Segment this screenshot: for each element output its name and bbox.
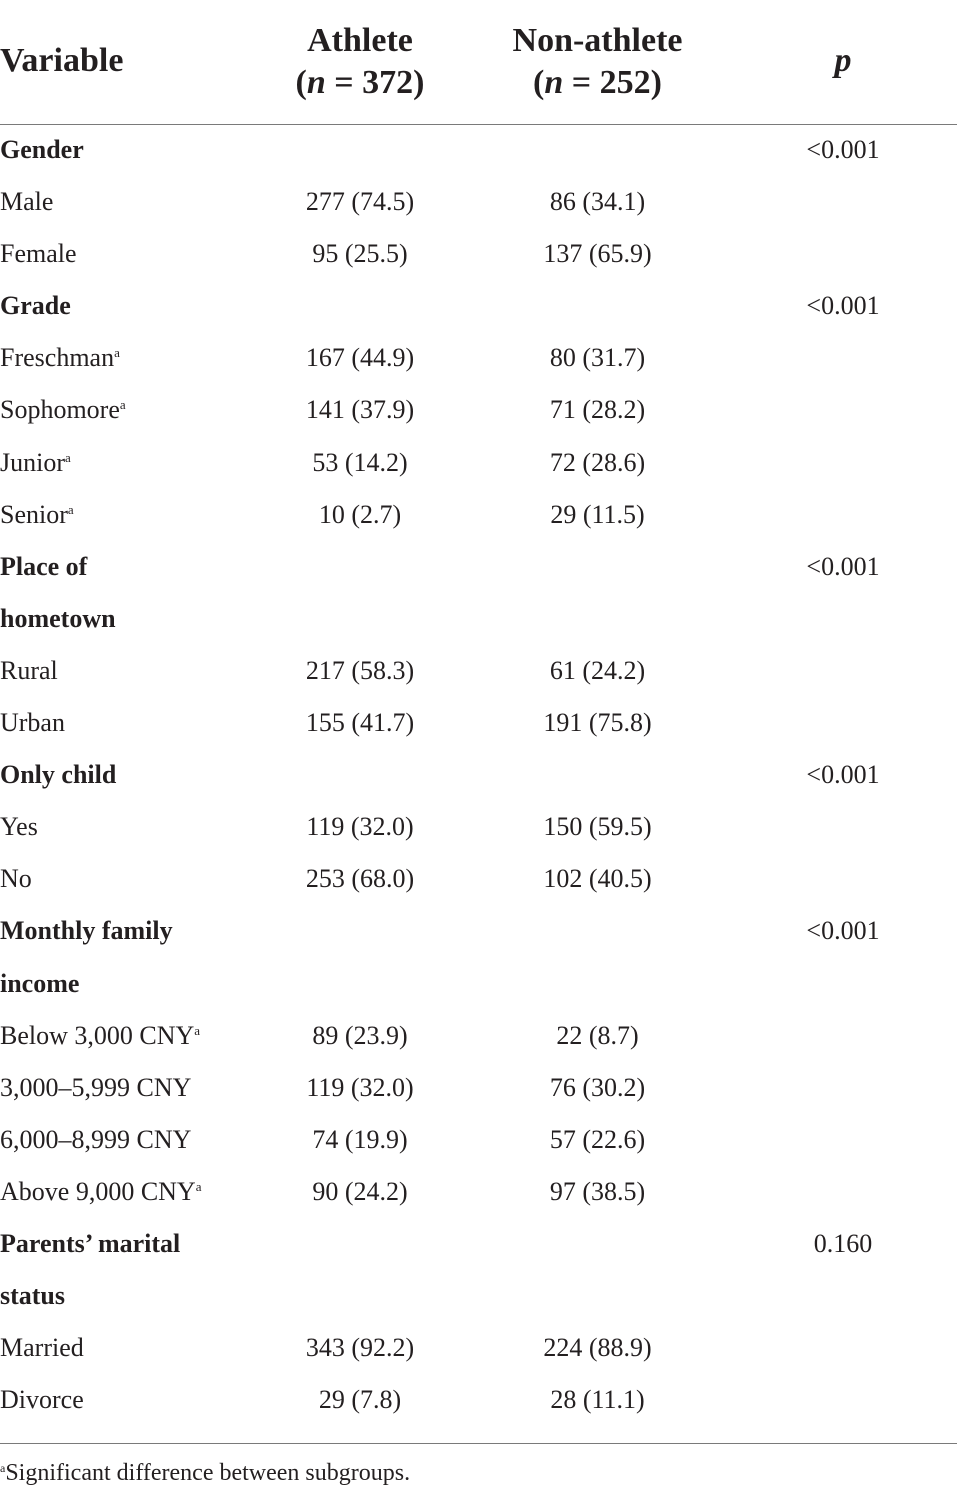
cell-nonathlete: 102 (40.5) — [543, 864, 652, 894]
cell-variable — [0, 1385, 84, 1415]
table-row-category — [0, 959, 957, 1011]
table-row — [0, 229, 957, 281]
cell-nonathlete: 61 (24.2) — [549, 655, 646, 685]
cell-athlete: 10 (2.7) — [318, 499, 402, 529]
table-row — [0, 490, 957, 542]
variable-label: Divorce — [0, 1385, 84, 1415]
footnote — [0, 1458, 410, 1488]
cell-athlete: 217 (58.3) — [305, 655, 415, 685]
cell-athlete: 95 (25.5) — [312, 239, 408, 269]
cell-athlete: 74 (19.9) — [312, 1124, 408, 1154]
cell-variable — [0, 864, 32, 894]
cell-variable — [0, 1281, 65, 1311]
variable-label: Married — [0, 1333, 84, 1363]
table-row — [0, 1115, 957, 1167]
cell-athlete: 119 (32.0) — [306, 812, 414, 842]
variable-label: Urban — [0, 708, 65, 738]
header-athlete-n: (n = 372) — [295, 64, 425, 101]
table-row — [0, 698, 957, 750]
cell-athlete: 141 (37.9) — [305, 395, 415, 425]
variable-label: Female — [0, 239, 77, 269]
cell-variable — [0, 604, 116, 634]
header-p: p — [834, 42, 852, 79]
cell-nonathlete: 72 (28.6) — [549, 447, 646, 477]
cell-nonathlete: 86 (34.1) — [549, 187, 646, 217]
cell-p-value: <0.001 — [806, 551, 880, 581]
table-row — [0, 1375, 957, 1427]
table-row — [0, 438, 957, 490]
header-nonathlete-n: (n = 252) — [533, 64, 662, 101]
table-row — [0, 802, 957, 854]
table-row-category — [0, 750, 957, 802]
variable-label: Rural — [0, 655, 58, 685]
footnote-marker: a — [0, 1461, 6, 1475]
variable-label: Below 3,000 CNY — [0, 1020, 195, 1050]
cell-variable — [0, 1021, 200, 1051]
table-row — [0, 854, 957, 906]
cell-variable — [0, 969, 79, 999]
cell-variable — [0, 916, 173, 946]
variable-label: Sophomore — [0, 395, 120, 425]
cell-variable — [0, 395, 126, 425]
cell-nonathlete: 80 (31.7) — [549, 343, 646, 373]
bottom-rule — [0, 1443, 957, 1444]
variable-label: Parents’ marital — [0, 1228, 181, 1258]
table-row-category — [0, 1219, 957, 1271]
cell-nonathlete: 76 (30.2) — [549, 1072, 646, 1102]
table-header — [0, 0, 957, 125]
header-variable: Variable — [0, 42, 124, 79]
variable-label: 6,000–8,999 CNY — [0, 1124, 192, 1154]
cell-variable — [0, 1125, 191, 1155]
cell-variable — [0, 708, 65, 738]
table-row-category — [0, 542, 957, 594]
variable-label: 3,000–5,999 CNY — [0, 1072, 192, 1102]
table-row — [0, 1011, 957, 1063]
cell-variable — [0, 552, 87, 582]
variable-label: Male — [0, 187, 54, 217]
table-row — [0, 385, 957, 437]
variable-label: Yes — [0, 812, 38, 842]
variable-label: Above 9,000 CNY — [0, 1176, 196, 1206]
athlete-n-value: 372 — [362, 64, 414, 101]
table-row-category — [0, 594, 957, 646]
cell-variable — [0, 500, 74, 530]
footnote-text: Significant difference between subgroups. — [5, 1460, 411, 1486]
table-row — [0, 1167, 957, 1219]
cell-variable — [0, 291, 71, 321]
cell-variable — [0, 448, 71, 478]
cell-variable — [0, 1073, 191, 1103]
variable-label: Senior — [0, 499, 68, 529]
variable-label: Place of — [0, 551, 88, 581]
cell-variable — [0, 239, 77, 269]
cell-athlete: 155 (41.7) — [305, 708, 415, 738]
variable-label: Monthly family — [0, 916, 173, 946]
footnote-marker: a — [67, 501, 74, 517]
cell-nonathlete: 28 (11.1) — [550, 1385, 645, 1415]
header-nonathlete — [475, 20, 720, 104]
variable-label: Freschman — [0, 343, 115, 373]
n-symbol: n — [544, 64, 564, 101]
footnote-marker: a — [194, 1022, 201, 1038]
table-body — [0, 125, 957, 1427]
cell-variable — [0, 656, 58, 686]
footnote-marker: a — [65, 449, 71, 465]
table-row — [0, 1323, 957, 1375]
table-row-category — [0, 906, 957, 958]
cell-p-value: <0.001 — [806, 135, 880, 164]
cell-nonathlete: 224 (88.9) — [543, 1333, 652, 1363]
footnote-marker: a — [114, 345, 120, 361]
cell-p-value: <0.001 — [806, 760, 880, 790]
cell-athlete: 89 (23.9) — [312, 1020, 408, 1050]
table-row — [0, 1063, 957, 1115]
cell-variable — [0, 135, 84, 165]
cell-nonathlete: 97 (38.5) — [549, 1176, 646, 1206]
n-symbol: n — [306, 64, 326, 101]
cell-variable — [0, 187, 53, 217]
variable-label: Grade — [0, 291, 71, 321]
cell-variable — [0, 760, 116, 790]
cell-nonathlete: 137 (65.9) — [543, 239, 652, 269]
cell-p-value: <0.001 — [806, 916, 880, 946]
cell-athlete: 53 (14.2) — [312, 447, 408, 477]
table-row — [0, 333, 957, 385]
cell-athlete: 343 (92.2) — [305, 1333, 415, 1363]
table-row-category — [0, 125, 957, 177]
cell-variable — [0, 343, 120, 373]
header-athlete-label: Athlete — [307, 22, 413, 59]
cell-nonathlete: 22 (8.7) — [556, 1020, 639, 1050]
variable-label: No — [0, 864, 32, 894]
cell-nonathlete: 150 (59.5) — [543, 812, 652, 842]
variable-label: income — [0, 968, 80, 998]
variable-label: hometown — [0, 603, 116, 633]
nonathlete-n-value: 252 — [599, 64, 651, 101]
cell-athlete: 29 (7.8) — [318, 1385, 402, 1415]
variable-label: Gender — [0, 135, 84, 164]
cell-nonathlete: 29 (11.5) — [550, 499, 645, 529]
table-row — [0, 177, 957, 229]
cell-athlete: 90 (24.2) — [312, 1176, 408, 1206]
cell-variable — [0, 1333, 84, 1363]
cell-variable — [0, 1229, 180, 1259]
cell-athlete: 277 (74.5) — [305, 187, 415, 217]
cell-athlete: 253 (68.0) — [305, 864, 415, 894]
cell-variable — [0, 1177, 202, 1207]
table-row-category — [0, 281, 957, 333]
cell-nonathlete: 191 (75.8) — [543, 708, 652, 738]
cell-p-value: 0.160 — [813, 1228, 873, 1258]
table-row — [0, 646, 957, 698]
cell-variable — [0, 812, 38, 842]
cell-nonathlete: 57 (22.6) — [549, 1124, 646, 1154]
table-row-category — [0, 1271, 957, 1323]
cell-p-value: <0.001 — [806, 291, 880, 321]
cell-nonathlete: 71 (28.2) — [549, 395, 646, 425]
variable-label: Only child — [0, 760, 117, 790]
cell-athlete: 167 (44.9) — [305, 343, 415, 373]
footnote-marker: a — [195, 1178, 202, 1194]
variable-label: status — [0, 1281, 66, 1311]
variable-label: Junior — [0, 447, 65, 477]
footnote-marker: a — [119, 397, 126, 413]
header-athlete — [240, 20, 480, 104]
cell-athlete: 119 (32.0) — [306, 1072, 414, 1102]
header-nonathlete-label: Non-athlete — [512, 22, 683, 59]
